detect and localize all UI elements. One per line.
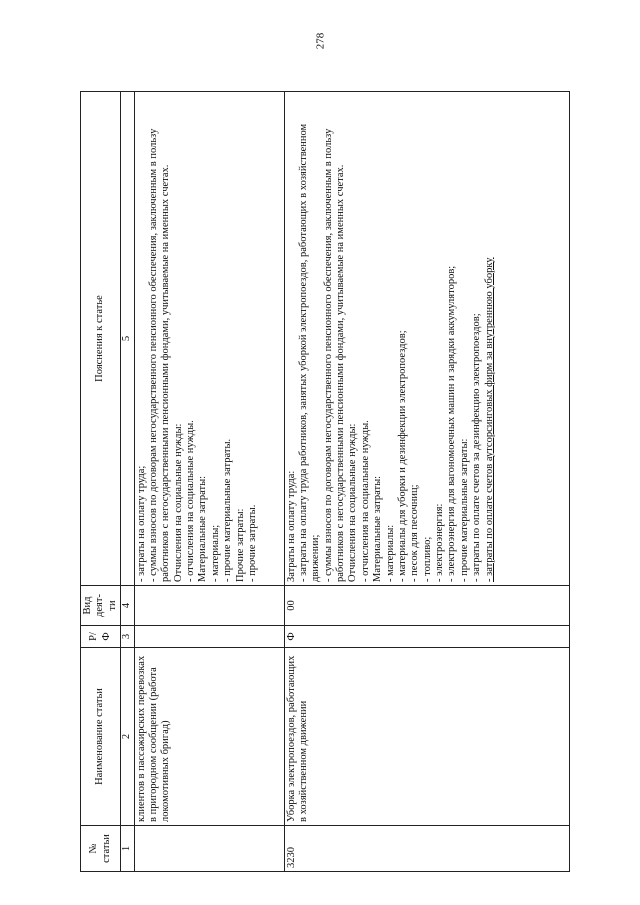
notes-cell bbox=[134, 92, 284, 586]
note-line: - затраты на оплату труда работников, занятых уборкой электропоездов, работающих в хозяйственном движении; bbox=[297, 123, 322, 582]
note-line: - материалы: bbox=[384, 524, 396, 582]
note-line: - затраты по оплате счетов за дезинфекцию электропоездов; bbox=[471, 313, 483, 582]
note-line: - материалы для уборки и дезинфекции электропоездов; bbox=[396, 330, 408, 582]
header-notes: Пояснения к статье bbox=[81, 92, 121, 586]
table-row bbox=[134, 92, 284, 872]
column-index-row bbox=[121, 92, 134, 872]
rf-cell bbox=[134, 626, 284, 648]
column-index: 1 bbox=[121, 826, 134, 872]
note-line: - отчисления на социальные нужды. bbox=[185, 420, 196, 582]
note-line: - топливо; bbox=[421, 536, 433, 582]
table-header-row bbox=[81, 92, 121, 872]
note-line: - песок для песочниц; bbox=[409, 484, 421, 582]
activity-cell: 00 bbox=[284, 586, 570, 626]
column-index: 4 bbox=[121, 586, 134, 626]
note-line: Прочие затраты: bbox=[234, 508, 246, 582]
note-line: Материальные затраты: bbox=[197, 475, 209, 582]
item-name-cell: Уборка электропоездов, работающих в хозяйственном движении bbox=[284, 648, 570, 826]
note-line: - материалы; bbox=[209, 524, 221, 582]
table-row bbox=[284, 92, 570, 872]
activity-cell bbox=[134, 586, 284, 626]
note-line: Материальные затраты: bbox=[372, 475, 384, 582]
note-line: - затраты по оплате счетов аутсорсинговых фирм за внутреннюю уборку bbox=[483, 257, 495, 582]
column-index: 5 bbox=[121, 92, 134, 586]
note-line: - прочие затраты. bbox=[246, 504, 258, 582]
note-line: Отчисления на социальные нужды: bbox=[347, 423, 359, 582]
note-line: - электроэнергия для вагономоечных машин и зарядки аккумуляторов; bbox=[446, 265, 458, 582]
header-item-number: № статьи bbox=[81, 826, 121, 872]
page-number: 278 bbox=[314, 32, 326, 50]
column-index: 2 bbox=[121, 648, 134, 826]
note-line: - электроэнергия: bbox=[434, 503, 445, 582]
cost-items-table bbox=[80, 91, 570, 872]
note-line: - прочие материальные затраты: bbox=[458, 438, 470, 582]
item-number-cell bbox=[134, 826, 284, 872]
note-line: - суммы взносов по договорам негосударственного пенсионного обеспечения, заключенным в пользу работников с негосударственными пенсионными фондами, учитываемые на именных счетах. bbox=[322, 128, 346, 582]
notes-cell bbox=[284, 92, 570, 586]
item-number-cell: 3230 bbox=[284, 826, 570, 872]
note-line: - прочие материальные затраты. bbox=[222, 438, 234, 582]
item-name-cell: клиентов в пассажирских перевозках в пригородном сообщении (работа локомотивных бригад) bbox=[134, 648, 284, 826]
column-index: 3 bbox=[121, 626, 134, 648]
note-line: Отчисления на социальные нужды: bbox=[172, 423, 184, 582]
header-rf: Р/ Ф bbox=[81, 626, 121, 648]
note-line: - затраты на оплату труда; bbox=[135, 465, 147, 582]
note-line: - отчисления на социальные нужды. bbox=[359, 420, 371, 582]
note-line: Затраты на оплату труда: bbox=[285, 470, 297, 582]
rf-cell: Ф bbox=[284, 626, 570, 648]
cost-items-table-frame bbox=[80, 92, 570, 872]
note-line: - суммы взносов по договорам негосударственного пенсионного обеспечения, заключенным в пользу работников с негосударственными пенсионными фондами, учитываемые на именных счетах. bbox=[147, 128, 172, 582]
header-item-name: Наименование статьи bbox=[81, 648, 121, 826]
header-activity-type: Вид деят-ти bbox=[81, 586, 121, 626]
